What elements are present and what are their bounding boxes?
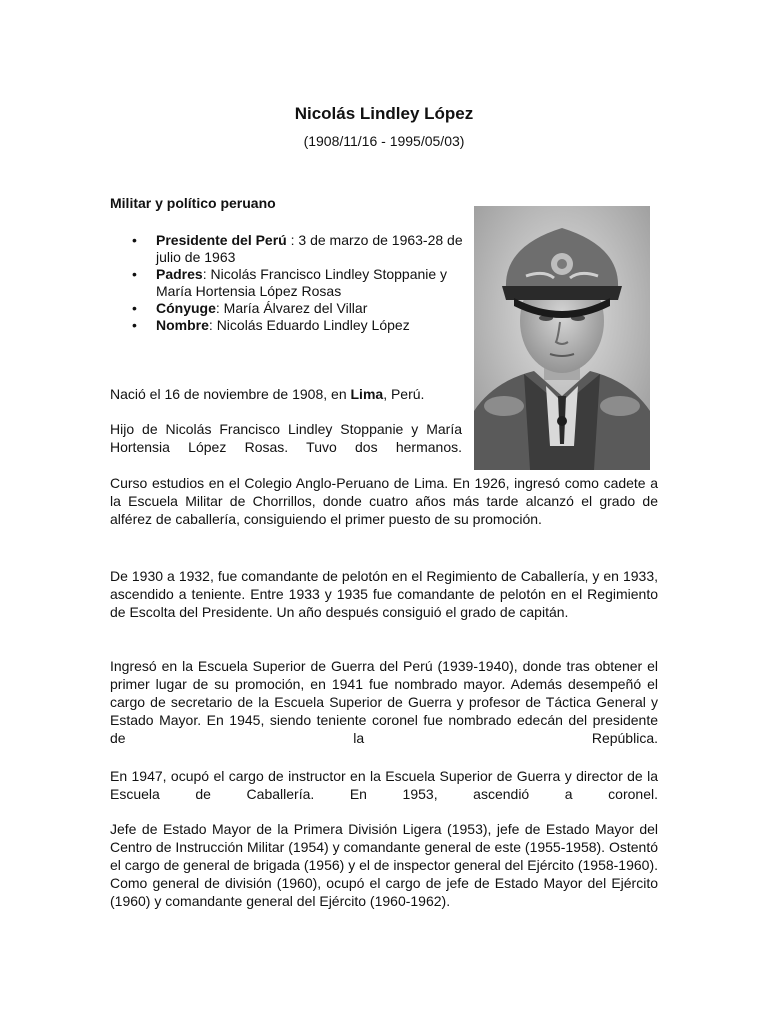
list-item [110, 266, 470, 300]
list-item [110, 300, 470, 317]
fact-label: Nombre [156, 317, 209, 333]
bio-paragraph-3: Curso estudios en el Colegio Anglo-Peruano de Lima. En 1926, ingresó como cadete a la Escuela Militar de Chorrillos, donde cuatro años más tarde alcanzó el grado de alférez de caballería, consiguiendo el primer puesto de su promoción. [110, 475, 658, 527]
bio-text: Nació el 16 de noviembre de 1908, en [110, 386, 351, 402]
bio-paragraph-4: De 1930 a 1932, fue comandante de pelotón en el Regimiento de Caballería, y en 1933, ascendido a teniente. Entre 1933 y 1935 fue comandante de pelotón en el Regimiento de Escolta del Presidente. Un año después consiguió el grado de capitán. [110, 568, 658, 620]
facts-list [110, 232, 470, 334]
fact-separator: : [208, 317, 217, 333]
bio-text: , Perú. [383, 386, 425, 402]
fact-label: Cónyuge [156, 300, 216, 316]
page-title: Nicolás Lindley López [294, 104, 474, 123]
fact-separator: : [286, 232, 299, 248]
bio-paragraph-1 [110, 385, 462, 403]
fact-label: Padres [156, 266, 203, 282]
portrait-illustration [474, 206, 650, 470]
bio-paragraph-5: Ingresó en la Escuela Superior de Guerra del Perú (1939-1940), donde tras obtener el primer lugar de su promoción, en 1941 fue nombrado mayor. Además desempeñó el cargo de secretario de la Escuela Superior de Guerra y profesor de Táctica General y Estado Mayor. En 1945, siendo teniente coronel fue nombrado edecán del presidente de la República. [110, 658, 658, 746]
bio-place: Lima [350, 386, 384, 402]
fact-separator: : [202, 266, 211, 282]
list-item [110, 317, 470, 334]
fact-value: 3 de marzo de 1963-28 de julio de 1963 [156, 232, 463, 265]
list-item [110, 232, 470, 266]
bio-paragraph-7: Jefe de Estado Mayor de la Primera División Ligera (1953), jefe de Estado Mayor del Centro de Instrucción Militar (1954) y comandante general de este (1955-1958). Ostentó el cargo de general de brigada (1956) y el de inspector general del Ejército (1958-1960). Como general de división (1960), ocupó el cargo de jefe de Estado Mayor del Ejército (1960) y comandante general del Ejército (1960-1962). [110, 821, 658, 909]
fact-value: Nicolás Eduardo Lindley López [216, 317, 410, 333]
fact-separator: : [215, 300, 224, 316]
fact-value: Nicolás Francisco Lindley Stoppanie y María Hortensia López Rosas [156, 266, 448, 299]
subtitle: Militar y político peruano [110, 195, 276, 211]
fact-label: Presidente del Perú [156, 232, 287, 248]
bio-paragraph-2: Hijo de Nicolás Francisco Lindley Stoppanie y María Hortensia López Rosas. Tuvo dos hermanos. [110, 421, 462, 455]
bio-paragraph-6: En 1947, ocupó el cargo de instructor en la Escuela Superior de Guerra y director de la Escuela de Caballería. En 1953, ascendió a coronel. [110, 768, 658, 802]
portrait-photo [474, 206, 650, 470]
life-dates: (1908/11/16 - 1995/05/03) [303, 133, 465, 149]
fact-value: María Álvarez del Villar [223, 300, 368, 316]
